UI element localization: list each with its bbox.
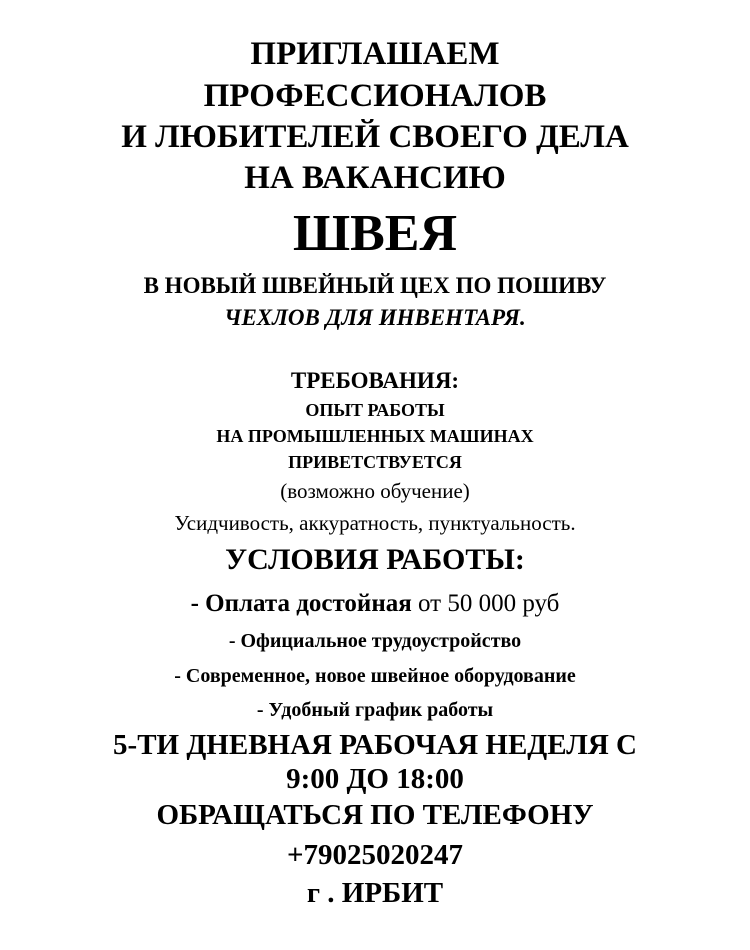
requirements-heading: ТРЕБОВАНИЯ: [290,368,460,393]
conditions-heading: УСЛОВИЯ РАБОТЫ: [225,543,525,576]
contact-prompt: ОБРАЩАТЬСЯ ПО ТЕЛЕФОНУ [156,799,594,831]
intro-line-3: И ЛЮБИТЕЛЕЙ СВОЕГО ДЕЛА [121,119,629,155]
training-note: (возможно обучение) [280,479,470,503]
schedule-hours: 9:00 ДО 18:00 [286,763,464,795]
pay-line [0,591,750,616]
intro-line-1: ПРИГЛАШАЕМ [250,36,500,72]
requirement-line-3: ПРИВЕТСТВУЕТСЯ [288,452,462,472]
workshop-line: В НОВЫЙ ШВЕЙНЫЙ ЦЕХ ПО ПОШИВУ [143,273,607,298]
condition-item-1: - Официальное трудоустройство [228,630,522,652]
pay-label: - Оплата достойная [190,590,412,617]
requirement-line-1: ОПЫТ РАБОТЫ [305,400,445,420]
product-line: ЧЕХЛОВ ДЛЯ ИНВЕНТАРЯ. [224,305,526,330]
vacancy-title: ШВЕЯ [292,205,458,262]
qualities-line: Усидчивость, аккуратность, пунктуальность. [174,511,576,535]
condition-item-2: - Современное, новое швейное оборудование [174,665,576,687]
condition-item-3: - Удобный график работы [256,699,494,721]
requirement-line-2: НА ПРОМЫШЛЕННЫХ МАШИНАХ [216,426,534,446]
pay-amount: от 50 000 руб [411,590,560,617]
schedule-days: 5-ТИ ДНЕВНАЯ РАБОЧАЯ НЕДЕЛЯ С [113,729,637,761]
contact-phone: +79025020247 [286,839,464,871]
intro-line-4: НА ВАКАНСИЮ [244,160,506,196]
intro-line-2: ПРОФЕССИОНАЛОВ [203,78,547,114]
contact-city: г . ИРБИТ [306,877,444,909]
